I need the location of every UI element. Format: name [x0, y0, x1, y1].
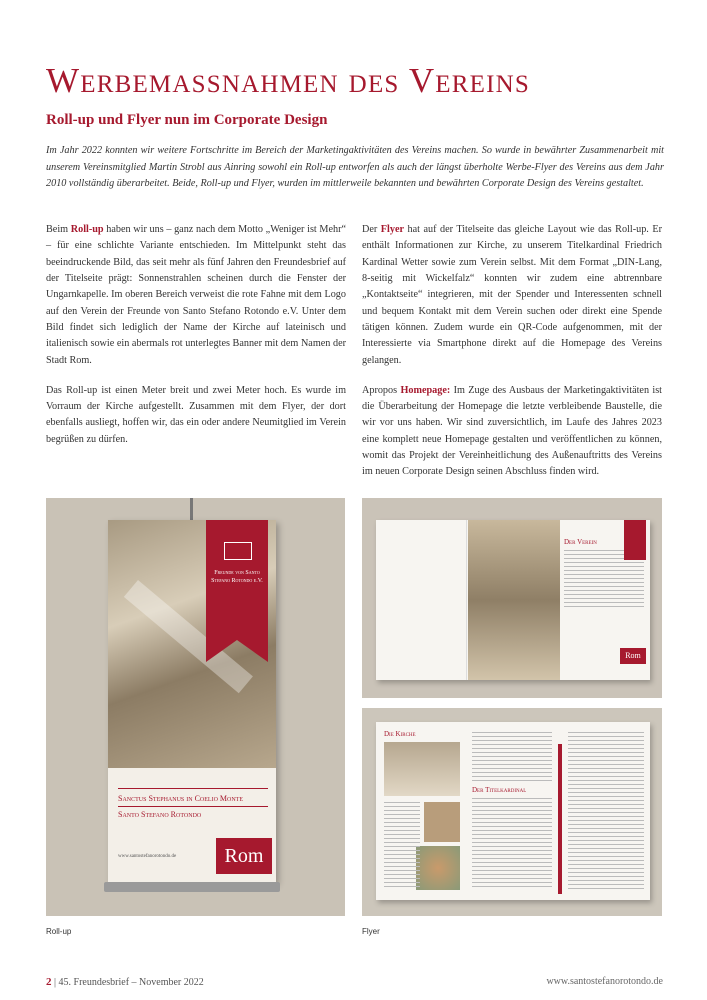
flyer-paragraph: Der Flyer hat auf der Titelseite das gleiche Layout wie das Roll-up. Er enthält Informationen zur Kirche, zu unserem Titelkardinal Friedrich Kardinal Wetter sowie zum Verein selbst. Mit dem Format „DIN-Lang, 8-seitig mit Wickelfalz“ konnten wir zudem eine abtrennbare „Kontaktseite“ integrieren, mit der Spender und Interessenten schnell und bequem Kontakt mit dem Verein suchen oder direkt eine Spende tätigen können. Zudem wurde ein QR-Code aufgenommen, mit der Interessierte via Smartphone direkt auf die Homepage des Vereins gelangen.: [362, 224, 662, 366]
rollup-photo: [46, 498, 345, 916]
divider: [118, 806, 268, 807]
flyer-city-banner: Rom: [620, 648, 646, 664]
flyer-verein-heading: Der Verein: [564, 538, 597, 546]
city-banner: Rom: [216, 838, 272, 874]
flyer-detail-image: [424, 802, 460, 842]
flyer-photo-inside: [362, 708, 662, 916]
intro-paragraph: Im Jahr 2022 konnten wir weitere Fortschritte im Bereich der Marketingaktivitäten des Vereins machen. So wurde in bewährter Zusammenarbeit mit unserem Vereinsmitglied Martin Strobl aus Ainring sowohl ein Roll-up entworfen als auch der längst überholte Werbe-Flyer des Vereins aus dem Jahr 2010 vollständig überarbeitet. Beide, Roll-up und Flyer, wurden im mittlerweile bekannten und bewährten Corporate Design des Vereins gestaltet.: [46, 145, 664, 190]
flyer-exterior-image: [416, 846, 460, 890]
rollup-banner: [108, 520, 276, 882]
issue-label: | 45. Freundesbrief – November 2022: [51, 977, 204, 988]
footer-issue: [46, 976, 204, 988]
flyer-front: [376, 520, 650, 680]
red-flag-tip: [206, 640, 268, 662]
page-subtitle: Roll-up und Flyer nun im Corporate Design: [46, 112, 328, 128]
flyer-inside: [376, 722, 650, 900]
flyer-church-image: [468, 520, 560, 680]
flyer-photo-front: [362, 498, 662, 698]
rollup-caption: Roll-up: [46, 927, 72, 936]
flyer-red-bar: [558, 744, 562, 894]
page-number: 2: [46, 976, 52, 988]
right-column: [362, 222, 662, 495]
flyer-kirche-heading: Die Kirche: [384, 730, 416, 738]
rollup-stand-pole: [190, 498, 193, 520]
rollup-stand-base: [104, 882, 280, 892]
flyer-panel: [376, 520, 467, 680]
rollup-size-paragraph: Das Roll-up ist einen Meter breit und zwei Meter hoch. Es wurde im Vorraum der Kirche aufgestellt. Zusammen mit dem Flyer, der dort ebenfalls ausliegt, hoffen wir, das ein oder andere Neumitglied im Verein begrüßen zu dürfen.: [46, 384, 346, 445]
rollup-highlight: Roll-up: [70, 224, 104, 235]
church-logo-icon: [224, 542, 252, 560]
flyer-text-block: [472, 732, 552, 782]
page-title: Werbemassnahmen des Vereins: [46, 61, 531, 100]
rollup-url: www.santostefanorotondo.de: [118, 854, 177, 859]
flyer-caption: Flyer: [362, 927, 380, 936]
left-column: [46, 222, 346, 462]
divider: [118, 788, 268, 789]
church-italian-name: Santo Stefano Rotondo: [118, 810, 202, 819]
flyer-text-block: [472, 798, 552, 890]
rollup-paragraph: Beim Roll-up haben wir uns – ganz nach dem Motto „Weniger ist Mehr“ – für eine schlichte Variante entschieden. Im Mittelpunkt steht das beeindruckende Bild, das seit mehr als fünf Jahren den Freundesbrief auf der Titelseite prägt: Sonnenstrahlen scheinen durch die Fenster der Ungarnkapelle. Im oberen Bereich verweist die rote Fahne mit dem Logo auf den Verein der Freunde von Santo Stefano Rotondo e.V. Unter dem Bild findet sich lediglich der Name der Kirche auf lateinisch und italienisch sowie ein abermals rot unterlegtes Banner mit dem Namen der Stadt Rom.: [46, 224, 347, 366]
church-latin-name: Sanctus Stephanus in Coelio Monte: [118, 794, 244, 803]
flyer-red-flag: [624, 520, 646, 560]
footer-website: www.santostefanorotondo.de: [546, 976, 663, 987]
flyer-kardinal-heading: Der Titelkardinal: [472, 786, 527, 794]
flyer-text-block: [384, 802, 420, 890]
homepage-paragraph: Apropos Homepage: Im Zuge des Ausbaus der Marketingaktivitäten ist die Überarbeitung der Homepage die letzte verbleibende Baustelle, die wir vor uns haben. Wir sind zuversichtlich, im Laufe des Jahres 2023 eine komplett neue Homepage gestalten und veröffentlichen zu können, womit das Projekt der Vereinheitlichung des Außenauftritts des Vereins im neuen Corporate Design seinen Abschluss finden wird.: [362, 384, 662, 478]
flyer-contact-form: [568, 732, 644, 892]
flyer-highlight: Flyer: [380, 224, 404, 235]
flyer-interior-image: [384, 742, 460, 796]
homepage-highlight: Homepage:: [400, 384, 451, 396]
flag-text: Freunde von Santo Stefano Rotondo e.V.: [211, 570, 263, 584]
